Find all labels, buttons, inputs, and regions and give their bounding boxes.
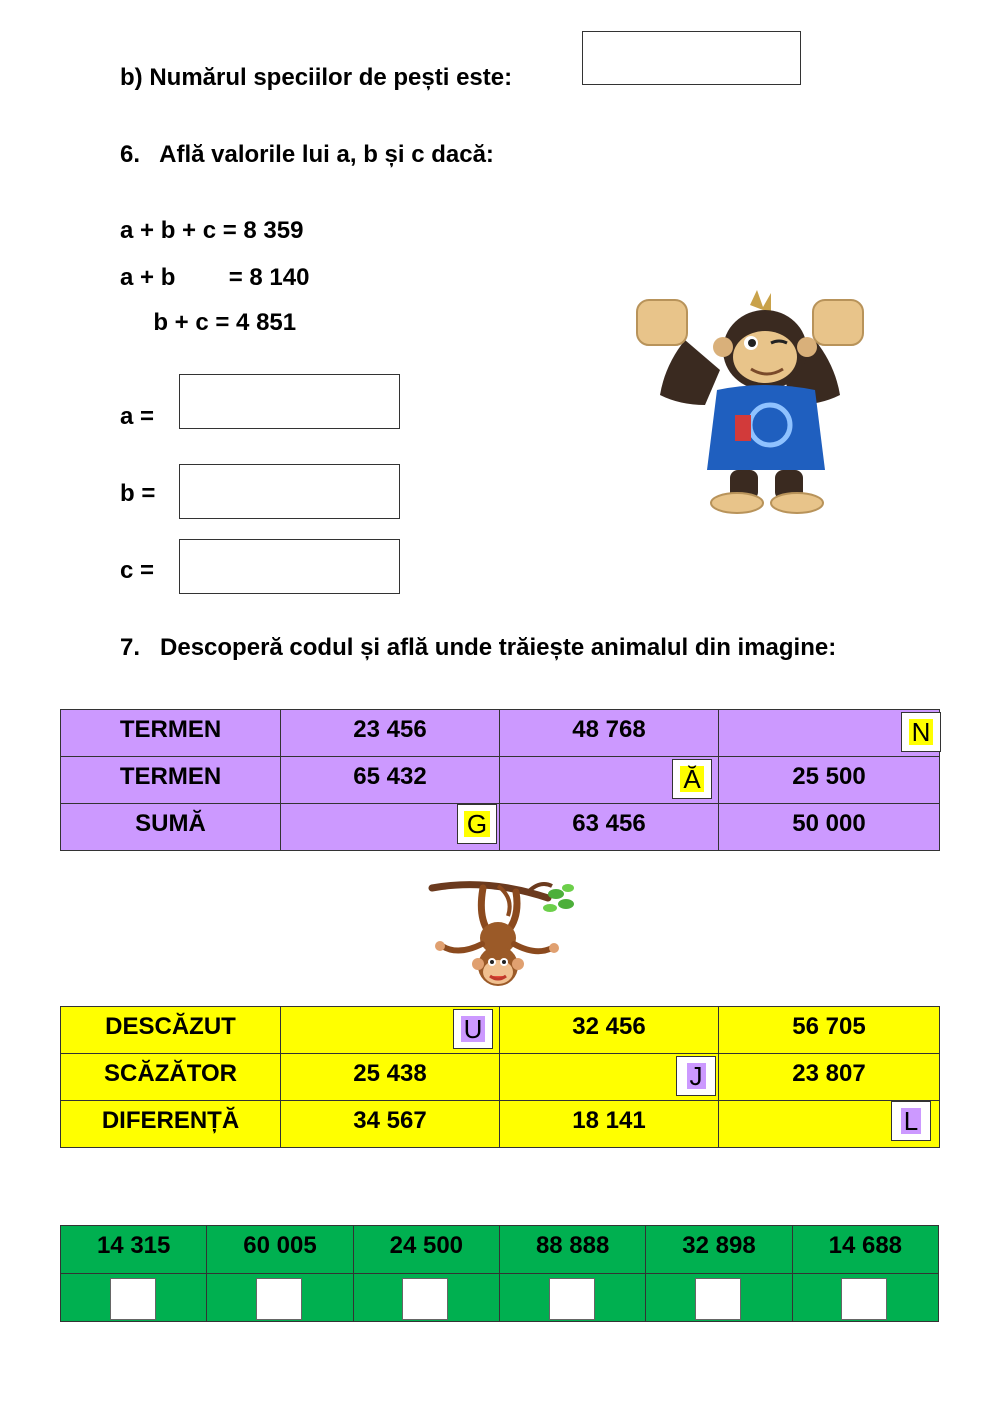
subtraction-row-1 — [61, 1007, 940, 1054]
answer-b-label: b = — [120, 480, 156, 507]
code-letter-box[interactable] — [256, 1278, 302, 1320]
equation-2: a + b = 8 140 — [120, 264, 310, 291]
addition-cell: 25 500 — [719, 757, 940, 804]
code-letter-box[interactable] — [695, 1278, 741, 1320]
addition-cell: 65 432 — [281, 757, 500, 804]
letter-tag-label: Ă — [680, 766, 703, 792]
letter-tag-a-breve[interactable] — [672, 759, 712, 799]
code-letter-box[interactable] — [402, 1278, 448, 1320]
code-answer-cell — [499, 1274, 645, 1322]
code-answer-cell — [61, 1274, 207, 1322]
subtraction-row-2 — [61, 1054, 940, 1101]
subtraction-cell-blank — [719, 1101, 940, 1148]
code-number: 32 898 — [646, 1226, 792, 1274]
subtraction-table — [60, 1006, 940, 1148]
answer-c-label: c = — [120, 557, 155, 584]
subtraction-cell: 18 141 — [500, 1101, 719, 1148]
letter-tag-j[interactable] — [676, 1056, 716, 1096]
addition-cell: SUMĂ — [61, 804, 281, 851]
addition-cell: 23 456 — [281, 710, 500, 757]
letter-tag-l[interactable] — [891, 1101, 931, 1141]
code-answer-cell — [792, 1274, 938, 1322]
code-numbers-row — [61, 1226, 939, 1274]
subtraction-cell: 32 456 — [500, 1007, 719, 1054]
code-number: 60 005 — [207, 1226, 353, 1274]
hanging-monkey-image — [428, 876, 578, 996]
code-answer-cell — [353, 1274, 499, 1322]
letter-tag-label: J — [687, 1063, 706, 1089]
subtraction-cell-blank — [500, 1054, 719, 1101]
addition-cell-blank — [500, 757, 719, 804]
letter-tag-g[interactable] — [457, 804, 497, 844]
code-number: 14 688 — [792, 1226, 938, 1274]
answer-b-box[interactable] — [179, 464, 400, 519]
addition-row-3 — [61, 804, 940, 851]
chimpanzee-toy-image — [625, 285, 875, 525]
addition-cell: 48 768 — [500, 710, 719, 757]
code-number: 88 888 — [499, 1226, 645, 1274]
code-letter-box[interactable] — [549, 1278, 595, 1320]
subtraction-cell: 23 807 — [719, 1054, 940, 1101]
addition-table — [60, 709, 940, 851]
addition-row-2 — [61, 757, 940, 804]
addition-cell-blank — [719, 710, 940, 757]
answer-a-box[interactable] — [179, 374, 400, 429]
subtraction-cell: DESCĂZUT — [61, 1007, 281, 1054]
letter-tag-n[interactable] — [901, 712, 941, 752]
addition-cell: TERMEN — [61, 710, 281, 757]
letter-tag-label: G — [464, 811, 490, 837]
letter-tag-label: N — [909, 719, 934, 745]
q6-heading: 6. Află valorile lui a, b și c dacă: — [120, 141, 494, 168]
subtraction-cell: 25 438 — [281, 1054, 500, 1101]
code-letter-box[interactable] — [841, 1278, 887, 1320]
equation-1: a + b + c = 8 359 — [120, 217, 304, 244]
subtraction-row-3 — [61, 1101, 940, 1148]
code-answer-cell — [207, 1274, 353, 1322]
code-letter-box[interactable] — [110, 1278, 156, 1320]
code-answers-row — [61, 1274, 939, 1322]
subtraction-cell: 56 705 — [719, 1007, 940, 1054]
code-number: 24 500 — [353, 1226, 499, 1274]
addition-cell: 63 456 — [500, 804, 719, 851]
letter-tag-label: L — [901, 1108, 921, 1134]
code-number: 14 315 — [61, 1226, 207, 1274]
subtraction-cell: DIFERENȚĂ — [61, 1101, 281, 1148]
code-answer-cell — [646, 1274, 792, 1322]
equation-3: b + c = 4 851 — [120, 309, 297, 336]
question-b-label: b) Numărul speciilor de pești este: — [120, 64, 513, 91]
addition-cell-blank — [281, 804, 500, 851]
letter-tag-u[interactable] — [453, 1009, 493, 1049]
letter-tag-label: U — [461, 1016, 486, 1042]
subtraction-cell-blank — [281, 1007, 500, 1054]
code-table — [60, 1225, 939, 1322]
subtraction-cell: 34 567 — [281, 1101, 500, 1148]
species-count-answer-box[interactable] — [582, 31, 801, 85]
subtraction-cell: SCĂZĂTOR — [61, 1054, 281, 1101]
addition-cell: TERMEN — [61, 757, 281, 804]
q7-heading: 7. Descoperă codul și află unde trăiește animalul din imagine: — [120, 634, 837, 661]
addition-row-1 — [61, 710, 940, 757]
addition-cell: 50 000 — [719, 804, 940, 851]
answer-a-label: a = — [120, 403, 155, 430]
answer-c-box[interactable] — [179, 539, 400, 594]
